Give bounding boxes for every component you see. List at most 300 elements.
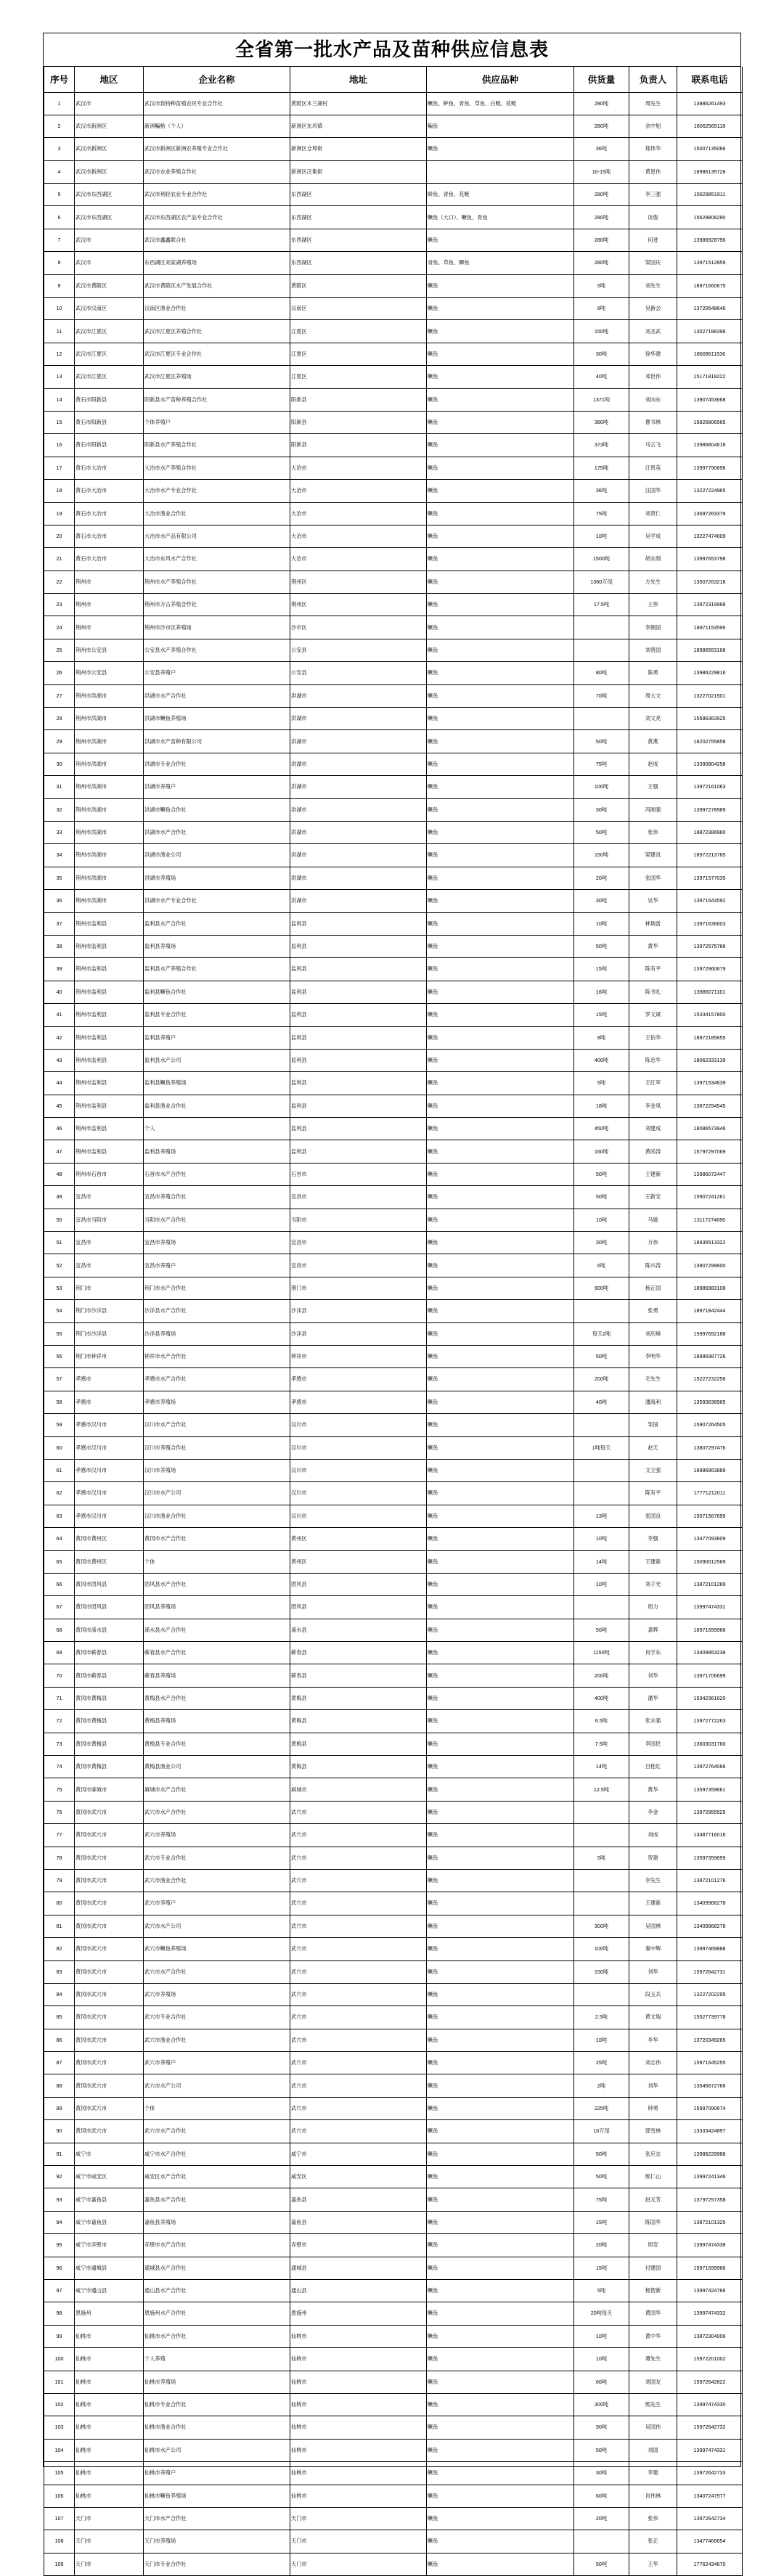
table-cell: 黄冈市黄州区 bbox=[75, 1528, 144, 1550]
table-cell: 团风县水产合作社 bbox=[144, 1573, 290, 1595]
table-cell: 280吨 bbox=[574, 252, 629, 274]
table-cell: 张国华 bbox=[629, 867, 677, 889]
table-cell: 公安县 bbox=[290, 639, 427, 661]
table-row bbox=[44, 2006, 743, 2029]
table-cell: 荆州市洪湖市 bbox=[75, 708, 144, 730]
table-row bbox=[44, 2280, 743, 2302]
table-cell: 黄石市阳新县 bbox=[75, 411, 144, 433]
table-cell: 宜昌市 bbox=[290, 1186, 427, 1209]
table-cell: 400吨 bbox=[574, 1049, 629, 1071]
table-cell: 300吨 bbox=[574, 2393, 629, 2416]
table-cell: 95 bbox=[44, 2234, 75, 2257]
table-cell: 荆州市监利县 bbox=[75, 1140, 144, 1163]
table-cell: 通山县水产合作社 bbox=[144, 2280, 290, 2302]
table-cell: 13487716016 bbox=[677, 1824, 743, 1847]
table-cell: 3 bbox=[44, 138, 75, 160]
table-cell: 13409953238 bbox=[677, 1642, 743, 1664]
table-cell: 33 bbox=[44, 822, 75, 844]
table-cell: 鳜鱼 bbox=[427, 981, 574, 1003]
table-cell: 13997424766 bbox=[677, 2280, 743, 2302]
table-cell: 李金凤 bbox=[629, 1095, 677, 1117]
table-cell: 陈有平 bbox=[629, 1482, 677, 1505]
table-cell: 13886261493 bbox=[677, 92, 743, 115]
table-cell: 380吨 bbox=[574, 411, 629, 433]
table-cell: 荆门市钟祥市 bbox=[75, 1345, 144, 1367]
table-cell: 宜昌市 bbox=[290, 1254, 427, 1277]
table-cell: 50吨 bbox=[574, 2439, 629, 2461]
table-cell: 59 bbox=[44, 1414, 75, 1436]
table-cell: 57 bbox=[44, 1368, 75, 1391]
table-cell: 鳜鱼 bbox=[427, 480, 574, 502]
column-header: 供货量 bbox=[574, 67, 629, 92]
table-cell: 蕲春县水产合作社 bbox=[144, 1642, 290, 1664]
table-cell: 鳜鱼 bbox=[427, 1163, 574, 1185]
table-cell: 洪湖市 bbox=[290, 730, 427, 753]
table-cell: 刘庆峰 bbox=[629, 1322, 677, 1345]
table-cell: 鳜鱼 bbox=[427, 298, 574, 320]
table-cell: 81 bbox=[44, 1915, 75, 1937]
table-row bbox=[44, 867, 743, 889]
table-cell: 咸宁市 bbox=[75, 2143, 144, 2165]
table-cell: 13597359699 bbox=[677, 1847, 743, 1869]
table-row bbox=[44, 1596, 743, 1619]
table-row bbox=[44, 1847, 743, 1869]
table-cell: 监利县渔业合作社 bbox=[144, 1095, 290, 1117]
table-cell: 黄冈市武穴市 bbox=[75, 2006, 144, 2029]
table-cell: 黄冈市武穴市 bbox=[75, 1847, 144, 1869]
table-cell: 蕲春县 bbox=[290, 1664, 427, 1687]
table-cell: 黄冈市黄梅县 bbox=[75, 1756, 144, 1778]
table-cell: 13797257358 bbox=[677, 2188, 743, 2211]
table-cell: 麻城市水产合作社 bbox=[144, 1778, 290, 1801]
table-cell: 13 bbox=[44, 366, 75, 388]
table-cell: 钟祥市水产合作社 bbox=[144, 1345, 290, 1367]
table-cell bbox=[574, 1892, 629, 1915]
table-cell: 仙桃市 bbox=[75, 2485, 144, 2507]
table-cell: 荆州区 bbox=[290, 571, 427, 593]
table-cell: 鳜鱼 bbox=[427, 2553, 574, 2575]
table-cell: 周大文 bbox=[629, 684, 677, 707]
table-cell: 嘉鱼县养殖场 bbox=[144, 2211, 290, 2233]
table-cell: 5 bbox=[44, 184, 75, 206]
table-cell: 75吨 bbox=[574, 502, 629, 525]
table-cell: 鳜鱼 bbox=[427, 708, 574, 730]
table-cell: 黄文瑞 bbox=[629, 2006, 677, 2029]
table-cell: 108 bbox=[44, 2530, 75, 2553]
table-cell: 96 bbox=[44, 2257, 75, 2279]
table-cell: 武汉市新洲区新洲农养殖专业合作社 bbox=[144, 138, 290, 160]
table-cell: 1360万尾 bbox=[574, 571, 629, 593]
table-cell: 49 bbox=[44, 1186, 75, 1209]
table-cell: 天门市 bbox=[290, 2553, 427, 2575]
table-cell: 34 bbox=[44, 844, 75, 867]
table-cell: 洪湖市 bbox=[290, 890, 427, 912]
data-sheet bbox=[43, 33, 741, 2567]
table-cell: 黄冈市武穴市 bbox=[75, 1869, 144, 1892]
table-cell: 孝感市 bbox=[75, 1368, 144, 1391]
table-row bbox=[44, 1505, 743, 1527]
table-cell: 鳜鱼 bbox=[427, 1733, 574, 1755]
table-cell: 17.5吨 bbox=[574, 594, 629, 616]
table-cell: 通城县水产合作社 bbox=[144, 2257, 290, 2279]
table-cell: 肖学东 bbox=[629, 1642, 677, 1664]
table-cell: 洪湖市 bbox=[290, 753, 427, 775]
table-cell: 13907299600 bbox=[677, 1254, 743, 1277]
table-cell: 张正 bbox=[629, 2530, 677, 2553]
table-row bbox=[44, 1824, 743, 1847]
table-cell: 63 bbox=[44, 1505, 75, 1527]
table-cell: 江夏区 bbox=[290, 320, 427, 343]
table-cell: 鳜鱼 bbox=[427, 2302, 574, 2325]
table-row bbox=[44, 753, 743, 775]
table-cell: 30吨 bbox=[574, 890, 629, 912]
table-cell: 鳜鱼 bbox=[427, 1414, 574, 1436]
table-cell: 天门市水产合作社 bbox=[144, 2507, 290, 2530]
table-cell: 15997692188 bbox=[677, 1322, 743, 1345]
table-cell: 鳜鱼 bbox=[427, 776, 574, 798]
table-cell: 荆州市洪湖市 bbox=[75, 844, 144, 867]
table-cell: 徐华建 bbox=[629, 343, 677, 365]
table-cell: 15971699966 bbox=[677, 2257, 743, 2279]
table-cell: 鳜鱼 bbox=[427, 594, 574, 616]
table-cell: 12 bbox=[44, 343, 75, 365]
table-row bbox=[44, 92, 743, 115]
table-cell: 李明华 bbox=[629, 1345, 677, 1367]
table-cell: 荆州市洪湖市 bbox=[75, 867, 144, 889]
table-cell: 荆州市 bbox=[75, 571, 144, 593]
table-cell: 荆州市监利县 bbox=[75, 1118, 144, 1140]
table-cell: 武汉市新洲区 bbox=[75, 115, 144, 137]
table-row bbox=[44, 1528, 743, 1550]
table-cell: 武汉市江夏区 bbox=[75, 320, 144, 343]
table-row bbox=[44, 571, 743, 593]
table-cell: 阳新县 bbox=[290, 388, 427, 411]
table-cell: 84 bbox=[44, 1983, 75, 2005]
table-row bbox=[44, 1938, 743, 1960]
table-cell: 恩施州 bbox=[290, 2302, 427, 2325]
table-cell: 鳜鱼 bbox=[427, 798, 574, 821]
table-cell: 13972960679 bbox=[677, 958, 743, 981]
table-cell: 15629851911 bbox=[677, 184, 743, 206]
table-cell: 鳜鱼 bbox=[427, 2052, 574, 2074]
table-cell: 武穴市 bbox=[290, 1983, 427, 2005]
table-cell: 李华 bbox=[629, 2029, 677, 2051]
table-cell: 黄尚涛 bbox=[629, 1140, 677, 1163]
table-cell: 15907241261 bbox=[677, 1186, 743, 1209]
table-cell: 天门市 bbox=[290, 2530, 427, 2553]
table-cell: 熊仁山 bbox=[629, 2166, 677, 2188]
table-cell: 刘贤国 bbox=[629, 639, 677, 661]
table-cell: 鳜鱼 bbox=[427, 1300, 574, 1322]
table-cell: 仙桃市 bbox=[75, 2371, 144, 2393]
table-cell: 洪湖市养殖场 bbox=[144, 867, 290, 889]
table-cell: 23 bbox=[44, 594, 75, 616]
table-row bbox=[44, 457, 743, 479]
table-cell: 黄冈市蕲春县 bbox=[75, 1664, 144, 1687]
table-cell: 15171818222 bbox=[677, 366, 743, 388]
table-cell: 60 bbox=[44, 1436, 75, 1459]
table-cell: 15972642822 bbox=[677, 2371, 743, 2393]
table-row bbox=[44, 2530, 743, 2553]
table-row bbox=[44, 844, 743, 867]
table-cell: 江夏区 bbox=[290, 366, 427, 388]
table-cell: 13997474331 bbox=[677, 1596, 743, 1619]
table-cell: 鳜鱼 bbox=[427, 502, 574, 525]
table-row bbox=[44, 1642, 743, 1664]
table-cell: 仙桃市 bbox=[75, 2348, 144, 2371]
table-cell: 大冶市水产品有限公司 bbox=[144, 525, 290, 547]
table-cell: 鳜鱼 bbox=[427, 571, 574, 593]
table-cell: 32 bbox=[44, 798, 75, 821]
table-cell: 刘国友 bbox=[629, 2371, 677, 2393]
table-row bbox=[44, 366, 743, 388]
table-cell: 88 bbox=[44, 2074, 75, 2097]
table-cell: 10吨 bbox=[574, 912, 629, 935]
table-cell: 余中旭 bbox=[629, 115, 677, 137]
table-cell: 石首市水产合作社 bbox=[144, 1163, 290, 1185]
table-cell: 洪湖市 bbox=[290, 867, 427, 889]
table-cell: 13997474338 bbox=[677, 2234, 743, 2257]
table-cell: 阳新县水产苗种养殖合作社 bbox=[144, 388, 290, 411]
table-cell: 仙桃市 bbox=[290, 2485, 427, 2507]
table-cell: 武汉市致特种苗殖农民专业合作社 bbox=[144, 92, 290, 115]
table-cell: 鳜鱼 bbox=[427, 2006, 574, 2029]
table-cell: 鳜鱼 bbox=[427, 662, 574, 684]
table-cell: 13971706699 bbox=[677, 1664, 743, 1687]
table-cell: 1371吨 bbox=[574, 388, 629, 411]
table-cell: 阳新县 bbox=[290, 411, 427, 433]
table-cell: 张国良 bbox=[629, 1505, 677, 1527]
table-cell: 王红军 bbox=[629, 1072, 677, 1095]
table-cell: 鳜鱼 bbox=[427, 1778, 574, 1801]
table-cell: 鳜鱼 bbox=[427, 434, 574, 457]
table-cell: 80 bbox=[44, 1892, 75, 1915]
table-cell: 梁建良 bbox=[629, 844, 677, 867]
table-row bbox=[44, 1459, 743, 1481]
table-cell: 汉川市 bbox=[290, 1436, 427, 1459]
table-cell: 宜昌市养殖户 bbox=[144, 1254, 290, 1277]
table-row bbox=[44, 1619, 743, 1641]
table-cell: 13507263218 bbox=[677, 571, 743, 593]
table-cell: 黄冈市麻城市 bbox=[75, 1778, 144, 1801]
table-cell: 13986229988 bbox=[677, 2143, 743, 2165]
table-row bbox=[44, 2553, 743, 2575]
table-row bbox=[44, 411, 743, 433]
table-cell: 荆州市 bbox=[75, 616, 144, 639]
table-cell: 洪湖市鳜鱼养殖场 bbox=[144, 708, 290, 730]
table-cell: 当阳市 bbox=[290, 1209, 427, 1231]
table-cell: 王新安 bbox=[629, 1186, 677, 1209]
table-cell: 荆州市监利县 bbox=[75, 1072, 144, 1095]
table-cell: 42 bbox=[44, 1026, 75, 1049]
table-cell: 7.5吨 bbox=[574, 1733, 629, 1755]
table-cell bbox=[574, 1596, 629, 1619]
table-cell: 天门市 bbox=[75, 2553, 144, 2575]
table-cell: 曹书林 bbox=[629, 411, 677, 433]
table-cell: 18872386960 bbox=[677, 822, 743, 844]
table-row bbox=[44, 525, 743, 547]
table-cell: 武穴市专业合作社 bbox=[144, 2006, 290, 2029]
table-cell: 鳜鱼 bbox=[427, 2507, 574, 2530]
table-cell: 新洲鳊鲂（个人） bbox=[144, 115, 290, 137]
table-cell: 13227474609 bbox=[677, 525, 743, 547]
table-cell: 杨正国 bbox=[629, 1277, 677, 1299]
table-cell: 潘华 bbox=[629, 1687, 677, 1709]
table-cell: 54 bbox=[44, 1300, 75, 1322]
table-cell: 黄石市大冶市 bbox=[75, 525, 144, 547]
table-row bbox=[44, 1391, 743, 1413]
table-cell: 荆州市万古养殖合作社 bbox=[144, 594, 290, 616]
table-cell: 18086573946 bbox=[677, 1118, 743, 1140]
table-cell: 10吨 bbox=[574, 2029, 629, 2051]
table-row bbox=[44, 206, 743, 229]
table-cell: 吴新会 bbox=[629, 298, 677, 320]
table-cell: 荆门市 bbox=[75, 1277, 144, 1299]
table-cell: 13227202295 bbox=[677, 1983, 743, 2005]
table-cell: 50吨 bbox=[574, 1619, 629, 1641]
table-cell: 鳜鱼 bbox=[427, 1026, 574, 1049]
table-cell: 汉川市 bbox=[290, 1482, 427, 1505]
table-cell: 李先生 bbox=[629, 1869, 677, 1892]
table-cell: 109 bbox=[44, 2553, 75, 2575]
table-cell: 黄石市阳新县 bbox=[75, 388, 144, 411]
table-cell: 黄冈市黄梅县 bbox=[75, 1710, 144, 1733]
table-cell: 监利县鳜鱼合作社 bbox=[144, 981, 290, 1003]
table-cell: 67 bbox=[44, 1596, 75, 1619]
table-cell: 天门市养殖场 bbox=[144, 2530, 290, 2553]
table-row bbox=[44, 912, 743, 935]
table-cell: 200吨 bbox=[574, 1368, 629, 1391]
table-cell: 仙桃市养殖户 bbox=[144, 2462, 290, 2485]
table-cell: 78 bbox=[44, 1847, 75, 1869]
table-cell: 鳜鱼 bbox=[427, 912, 574, 935]
table-cell: 王建新 bbox=[629, 1550, 677, 1573]
table-cell: 仙桃市 bbox=[290, 2462, 427, 2485]
table-cell: 65 bbox=[44, 1550, 75, 1573]
table-cell: 荆州市监利县 bbox=[75, 912, 144, 935]
table-cell: 13477466654 bbox=[677, 2530, 743, 2553]
column-header: 序号 bbox=[44, 67, 75, 92]
table-cell: 14吨 bbox=[574, 1550, 629, 1573]
table-row bbox=[44, 2462, 743, 2485]
table-cell: 鳜鱼 bbox=[427, 822, 574, 844]
table-cell: 26 bbox=[44, 662, 75, 684]
table-cell: 50吨 bbox=[574, 2143, 629, 2165]
table-cell: 15吨 bbox=[574, 2211, 629, 2233]
table-cell: 荆州市监利县 bbox=[75, 1004, 144, 1026]
table-row bbox=[44, 2439, 743, 2461]
table-cell: 王伯华 bbox=[629, 1026, 677, 1049]
table-cell: 15972642732 bbox=[677, 2416, 743, 2439]
table-cell: 51 bbox=[44, 1232, 75, 1254]
table-cell: 5吨 bbox=[574, 1847, 629, 1869]
table-cell: 13986229816 bbox=[677, 662, 743, 684]
table-row bbox=[44, 684, 743, 707]
table-cell: 18972185655 bbox=[677, 1026, 743, 1049]
table-row bbox=[44, 1414, 743, 1436]
table-cell: 黄星伟 bbox=[629, 160, 677, 183]
table-cell: 武穴市 bbox=[290, 2052, 427, 2074]
table-cell: 刘建成 bbox=[629, 1118, 677, 1140]
table-cell: 2.5吨 bbox=[574, 2006, 629, 2029]
table-cell: 个人养殖 bbox=[144, 2348, 290, 2371]
table-cell: 仙桃市 bbox=[75, 2393, 144, 2416]
table-cell: 监利县 bbox=[290, 1026, 427, 1049]
table-cell: 102 bbox=[44, 2393, 75, 2416]
table-cell: 25吨 bbox=[574, 2052, 629, 2074]
table-cell: 仙桃市 bbox=[75, 2439, 144, 2461]
table-cell: 18062565118 bbox=[677, 115, 743, 137]
table-cell: 1150吨 bbox=[574, 1642, 629, 1664]
table-cell: 黄梅县水产合作社 bbox=[144, 1687, 290, 1709]
table-cell: 荆州市洪湖市 bbox=[75, 753, 144, 775]
table-cell: 咸宁市嘉鱼县 bbox=[75, 2188, 144, 2211]
table-cell: 鳜鱼 bbox=[427, 1186, 574, 1209]
table-cell: 13593638965 bbox=[677, 1391, 743, 1413]
table-cell: 鳜鱼 bbox=[427, 1824, 574, 1847]
table-cell: 熊先生 bbox=[629, 2393, 677, 2416]
table-cell: 97 bbox=[44, 2280, 75, 2302]
table-cell: 文立强 bbox=[629, 1459, 677, 1481]
table-cell: 鳜鱼 bbox=[427, 1118, 574, 1140]
table-cell: 武汉市汉南区 bbox=[75, 298, 144, 320]
table-cell: 22 bbox=[44, 571, 75, 593]
table-cell: 个体 bbox=[144, 2097, 290, 2119]
table-row bbox=[44, 138, 743, 160]
table-cell: 武穴市 bbox=[290, 2120, 427, 2143]
table-cell: 洪湖市水产合作社 bbox=[144, 684, 290, 707]
table-cell: 王伟 bbox=[629, 594, 677, 616]
table-cell: 10 bbox=[44, 298, 75, 320]
table-row bbox=[44, 1960, 743, 1983]
table-cell: 孝感市养殖场 bbox=[144, 1391, 290, 1413]
table-cell: 鳜鱼 bbox=[427, 1140, 574, 1163]
table-cell: 13997790698 bbox=[677, 457, 743, 479]
table-cell: 仙桃市养殖场 bbox=[144, 2371, 290, 2393]
table-cell: 大冶市 bbox=[290, 480, 427, 502]
table-cell: 陈国华 bbox=[629, 2211, 677, 2233]
table-cell bbox=[574, 1482, 629, 1505]
table-cell: 孝感市 bbox=[290, 1391, 427, 1413]
table-cell: 20吨 bbox=[574, 2507, 629, 2530]
table-row bbox=[44, 2302, 743, 2325]
table-cell: 黄梅县 bbox=[290, 1710, 427, 1733]
table-cell: 吕桂红 bbox=[629, 1756, 677, 1778]
table-cell: 黄梅县渔业公司 bbox=[144, 1756, 290, 1778]
table-row bbox=[44, 480, 743, 502]
table-cell: 13997278989 bbox=[677, 798, 743, 821]
table-cell: 武汉市江夏区养殖合作社 bbox=[144, 320, 290, 343]
table-cell: 18986983108 bbox=[677, 1277, 743, 1299]
table-cell: 嘉鱼县水产合作社 bbox=[144, 2188, 290, 2211]
table-cell: 黄陂区木兰湖村 bbox=[290, 92, 427, 115]
table-cell: 武汉市江夏区养殖场 bbox=[144, 366, 290, 388]
table-row bbox=[44, 2029, 743, 2051]
table-cell: 刘文亮 bbox=[629, 708, 677, 730]
table-cell: 团风县 bbox=[290, 1596, 427, 1619]
table-cell: 大冶市水产养殖合作社 bbox=[144, 457, 290, 479]
table-row bbox=[44, 1664, 743, 1687]
table-cell: 团风县 bbox=[290, 1573, 427, 1595]
table-cell: 13117274690 bbox=[677, 1209, 743, 1231]
table-cell: 通城县 bbox=[290, 2257, 427, 2279]
table-cell: 大冶市 bbox=[290, 457, 427, 479]
table-cell: 鳜鱼 bbox=[427, 1368, 574, 1391]
table-cell: 江夏区 bbox=[290, 343, 427, 365]
table-cell: 监利县养殖户 bbox=[144, 1026, 290, 1049]
table-cell bbox=[574, 1801, 629, 1823]
table-cell: 毛先生 bbox=[629, 1368, 677, 1391]
